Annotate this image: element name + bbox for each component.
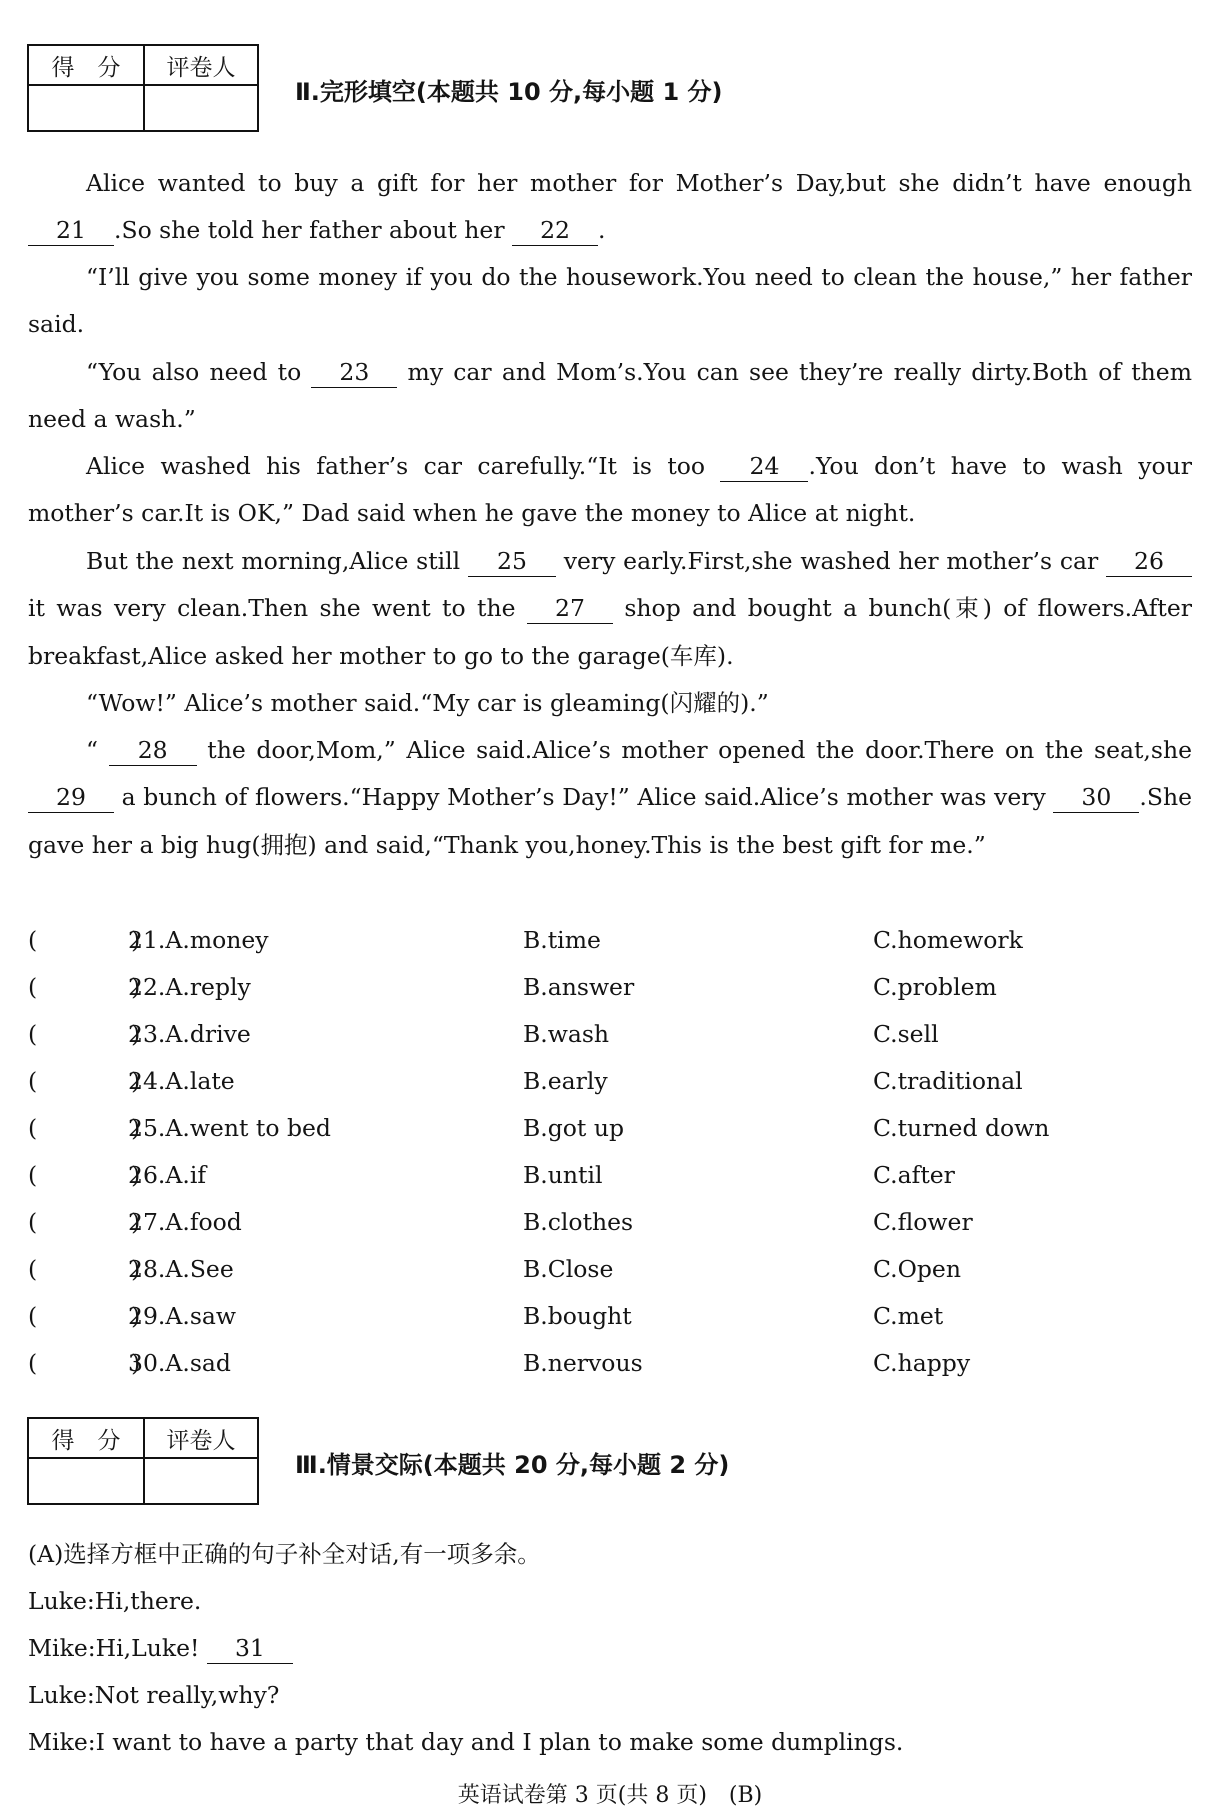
option-row-29 [28,1293,1192,1340]
option-a: 22.A.reply [128,973,251,1001]
option-a: 25.A.went to bed [128,1114,331,1142]
score-input-cell[interactable] [29,1459,145,1503]
option-row-25 [28,1105,1192,1152]
answer-paren[interactable]: ( ) [28,1067,141,1095]
option-row-24 [28,1058,1192,1105]
blank-24[interactable]: 24 [720,451,808,482]
option-c: C.traditional [873,1067,1023,1095]
option-b: B.until [523,1161,603,1189]
option-c: C.Open [873,1255,961,1283]
blank-21[interactable]: 21 [28,215,114,246]
option-b: B.early [523,1067,608,1095]
blank-27[interactable]: 27 [527,593,613,624]
option-row-30 [28,1340,1192,1387]
option-c: C.sell [873,1020,939,1048]
score-box-1 [27,44,259,132]
grader-label: 评卷人 [145,46,257,86]
option-row-26 [28,1152,1192,1199]
option-c: C.homework [873,926,1023,954]
blank-26[interactable]: 26 [1106,546,1192,577]
passage-paragraph-6: “Wow!” Alice’s mother said.“My car is gleaming(闪耀的).” [86,689,769,717]
option-c: C.turned down [873,1114,1050,1142]
part-a-instruction: (A)选择方框中正确的句子补全对话,有一项多余。 [28,1540,541,1568]
grader-input-cell[interactable] [145,1459,257,1503]
option-a: 23.A.drive [128,1020,251,1048]
option-row-27 [28,1199,1192,1246]
option-c: C.happy [873,1349,971,1377]
score-box-2 [27,1417,259,1505]
option-b: B.Close [523,1255,614,1283]
option-a: 24.A.late [128,1067,235,1095]
option-b: B.clothes [523,1208,634,1236]
option-b: B.nervous [523,1349,643,1377]
page-footer: 英语试卷第 3 页(共 8 页) (B) [457,1783,763,1808]
blank-25[interactable]: 25 [468,546,556,577]
option-b: B.got up [523,1114,625,1142]
option-row-28 [28,1246,1192,1293]
option-b: B.answer [523,973,635,1001]
answer-paren[interactable]: ( ) [28,1255,141,1283]
passage-paragraph-3: “You also need to 23 my car and Mom’s.You can see they’re really dirty.Both of them need a wash.” [28,358,1192,434]
option-c: C.problem [873,973,997,1001]
answer-paren[interactable]: ( ) [28,1161,141,1189]
blank-30[interactable]: 30 [1053,782,1139,813]
dialogue-line-4: Mike:I want to have a party that day and I plan to make some dumplings. [28,1728,904,1756]
answer-paren[interactable]: ( ) [28,1349,141,1377]
option-c: C.after [873,1161,955,1189]
answer-paren[interactable]: ( ) [28,973,141,1001]
dialogue-line-3: Luke:Not really,why? [28,1681,280,1709]
blank-28[interactable]: 28 [109,735,197,766]
option-c: C.met [873,1302,944,1330]
score-input-cell[interactable] [29,86,145,130]
blank-22[interactable]: 22 [512,215,598,246]
answer-paren[interactable]: ( ) [28,1208,141,1236]
option-b: B.wash [523,1020,610,1048]
option-a: 21.A.money [128,926,269,954]
passage-paragraph-1: Alice wanted to buy a gift for her mother for Mother’s Day,but she didn’t have enough 21 .So she told her father about her 22 . [28,160,1192,255]
passage-paragraph-5: But the next morning,Alice still 25 very early.First,she washed her mother’s car 26 it was very clean.Then she went to the 27 shop and bought a bunch(束) of flowers.After breakfast,Alice asked her mother to go to the garage(车库). [28,547,1192,670]
passage-paragraph-2: “I’ll give you some money if you do the housework.You need to clean the house,” her father said. [28,263,1192,339]
blank-29[interactable]: 29 [28,782,114,813]
score-label: 得 分 [29,1419,145,1459]
answer-paren[interactable]: ( ) [28,1020,141,1048]
dialogue-line-2: Mike:Hi,Luke! 31 [28,1625,293,1672]
dialogue-line-1: Luke:Hi,there. [28,1587,202,1615]
option-a: 26.A.if [128,1161,207,1189]
answer-paren[interactable]: ( ) [28,926,141,954]
blank-23[interactable]: 23 [311,357,397,388]
option-row-22 [28,964,1192,1011]
option-a: 27.A.food [128,1208,242,1236]
passage-paragraph-7: “ 28 the door,Mom,” Alice said.Alice’s mother opened the door.There on the seat,she 29 a bunch of flowers.“Happy Mother’s Day!” Alice said.Alice’s mother was very 30 .She gave her a big hug(拥抱) and said,“Thank you,honey.This is the best gift for me.” [28,736,1192,859]
option-c: C.flower [873,1208,973,1236]
option-row-21 [28,917,1192,964]
score-label: 得 分 [29,46,145,86]
blank-31[interactable]: 31 [207,1633,293,1664]
passage-paragraph-4: Alice washed his father’s car carefully.“It is too 24 .You don’t have to wash your mother’s car.It is OK,” Dad said when he gave the money to Alice at night. [28,452,1192,528]
option-a: 30.A.sad [128,1349,231,1377]
option-b: B.bought [523,1302,632,1330]
answer-paren[interactable]: ( ) [28,1114,141,1142]
grader-label: 评卷人 [145,1419,257,1459]
option-a: 28.A.See [128,1255,234,1283]
option-a: 29.A.saw [128,1302,236,1330]
grader-input-cell[interactable] [145,86,257,130]
option-row-23 [28,1011,1192,1058]
option-b: B.time [523,926,601,954]
section-3-title: Ⅲ.情景交际(本题共 20 分,每小题 2 分) [295,1451,730,1479]
section-2-title: Ⅱ.完形填空(本题共 10 分,每小题 1 分) [295,78,723,106]
answer-paren[interactable]: ( ) [28,1302,141,1330]
